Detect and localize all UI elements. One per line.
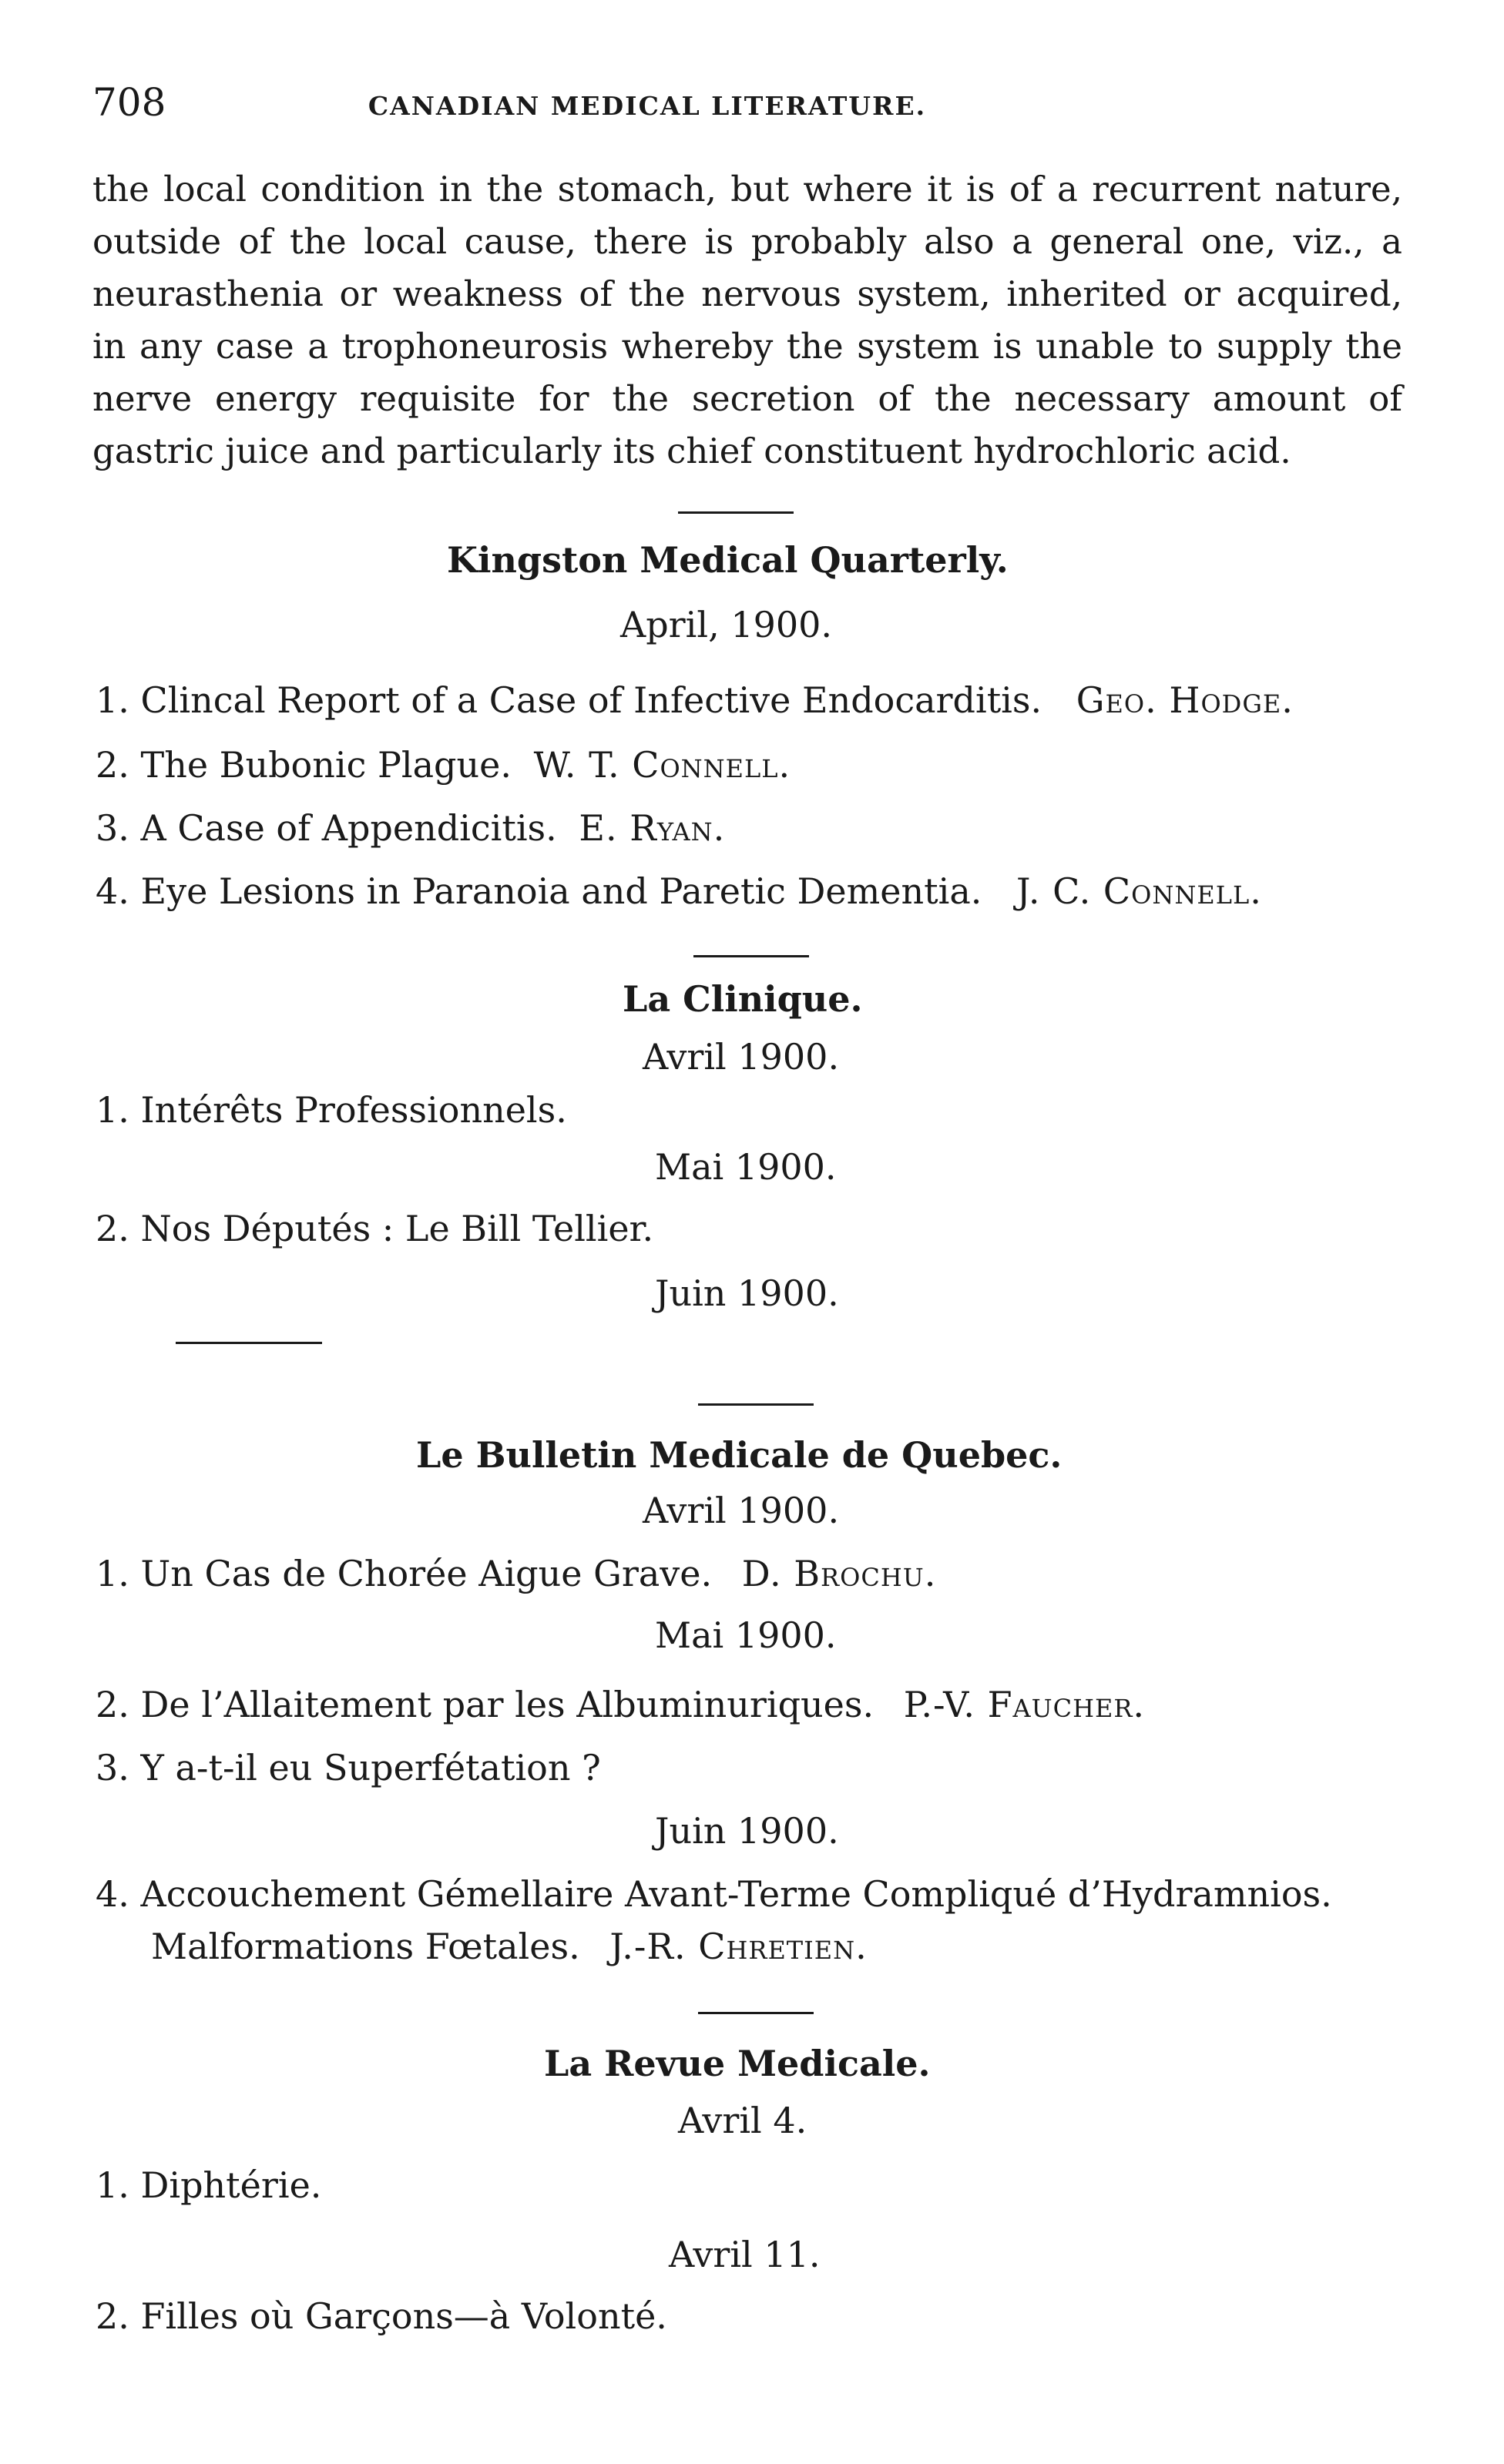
article-title: 2. The Bubonic Plague. bbox=[96, 744, 512, 786]
issue-date: Avril 1900. bbox=[643, 1490, 840, 1531]
journal-title-kingston: Kingston Medical Quarterly. bbox=[447, 539, 1009, 581]
article-title: 3. A Case of Appendicitis. bbox=[96, 807, 557, 849]
article-entry: 1. Intérêts Professionnels. bbox=[96, 1089, 567, 1131]
article-entry bbox=[96, 1553, 936, 1594]
journal-title-clinique: La Clinique. bbox=[623, 978, 863, 1020]
section-divider bbox=[176, 1342, 322, 1344]
article-entry bbox=[96, 1684, 1145, 1725]
article-title: 2. De l’Allaitement par les Albuminuriques. bbox=[96, 1684, 875, 1725]
issue-date: April, 1900. bbox=[620, 604, 833, 645]
article-author: D. Brochu. bbox=[741, 1553, 937, 1594]
article-entry: 3. Y a-t-il eu Superfétation ? bbox=[96, 1747, 601, 1788]
page-number: 708 bbox=[92, 80, 166, 125]
article-entry bbox=[96, 679, 1294, 721]
intro-paragraph: the local condition in the stomach, but where it is of a recurrent nature, outside of the local cause, there is probably also a general one, viz., a neurasthenia or weakness of the nervous system, inherited or acquired, in any case a trophoneurosis whereby the system is unable to supply the nerve energy requisite for the secretion of the necessary amount of gastric juice and particularly its chief constituent hydrochloric acid. bbox=[92, 169, 1402, 471]
running-title: CANADIAN MEDICAL LITERATURE. bbox=[368, 91, 927, 121]
article-author: W. T. Connell. bbox=[533, 744, 791, 786]
article-entry-continued bbox=[151, 1926, 868, 1967]
section-divider bbox=[698, 1403, 814, 1406]
article-entry bbox=[96, 744, 791, 786]
running-head bbox=[92, 80, 1418, 126]
issue-date: Mai 1900. bbox=[655, 1146, 837, 1188]
journal-title-revue: La Revue Medicale. bbox=[544, 2043, 931, 2084]
article-author: Geo. Hodge. bbox=[1076, 679, 1294, 721]
article-entry: 2. Filles où Garçons—à Volonté. bbox=[96, 2295, 667, 2337]
section-divider bbox=[698, 2012, 814, 2014]
issue-date: Juin 1900. bbox=[655, 1810, 839, 1852]
article-title: 1. Un Cas de Chorée Aigue Grave. bbox=[96, 1553, 713, 1594]
article-entry: 4. Accouchement Gémellaire Avant-Terme Compliqué d’Hydramnios. bbox=[96, 1873, 1332, 1915]
article-title: Malformations Fœtales. bbox=[151, 1926, 580, 1967]
section-divider bbox=[693, 955, 809, 957]
article-entry: 2. Nos Députés : Le Bill Tellier. bbox=[96, 1208, 654, 1249]
article-title: 4. Eye Lesions in Paranoia and Paretic Dementia. bbox=[96, 870, 982, 912]
journal-title-bulletin: Le Bulletin Medicale de Quebec. bbox=[416, 1434, 1063, 1476]
section-divider bbox=[678, 511, 794, 514]
article-entry bbox=[96, 807, 725, 849]
article-author: E. Ryan. bbox=[579, 807, 726, 849]
article-author: P.-V. Faucher. bbox=[903, 1684, 1146, 1725]
article-author: J.-R. Chretien. bbox=[609, 1926, 868, 1967]
article-author: J. C. Connell. bbox=[1016, 870, 1262, 912]
issue-date: Avril 4. bbox=[678, 2100, 807, 2141]
article-entry bbox=[96, 870, 1262, 912]
issue-date: Avril 11. bbox=[669, 2234, 821, 2275]
issue-date: Avril 1900. bbox=[643, 1036, 840, 1078]
issue-date: Mai 1900. bbox=[655, 1614, 837, 1656]
article-title: 1. Clincal Report of a Case of Infective Endocarditis. bbox=[96, 679, 1042, 721]
article-entry: 1. Diphtérie. bbox=[96, 2164, 322, 2206]
issue-date: Juin 1900. bbox=[655, 1272, 839, 1314]
